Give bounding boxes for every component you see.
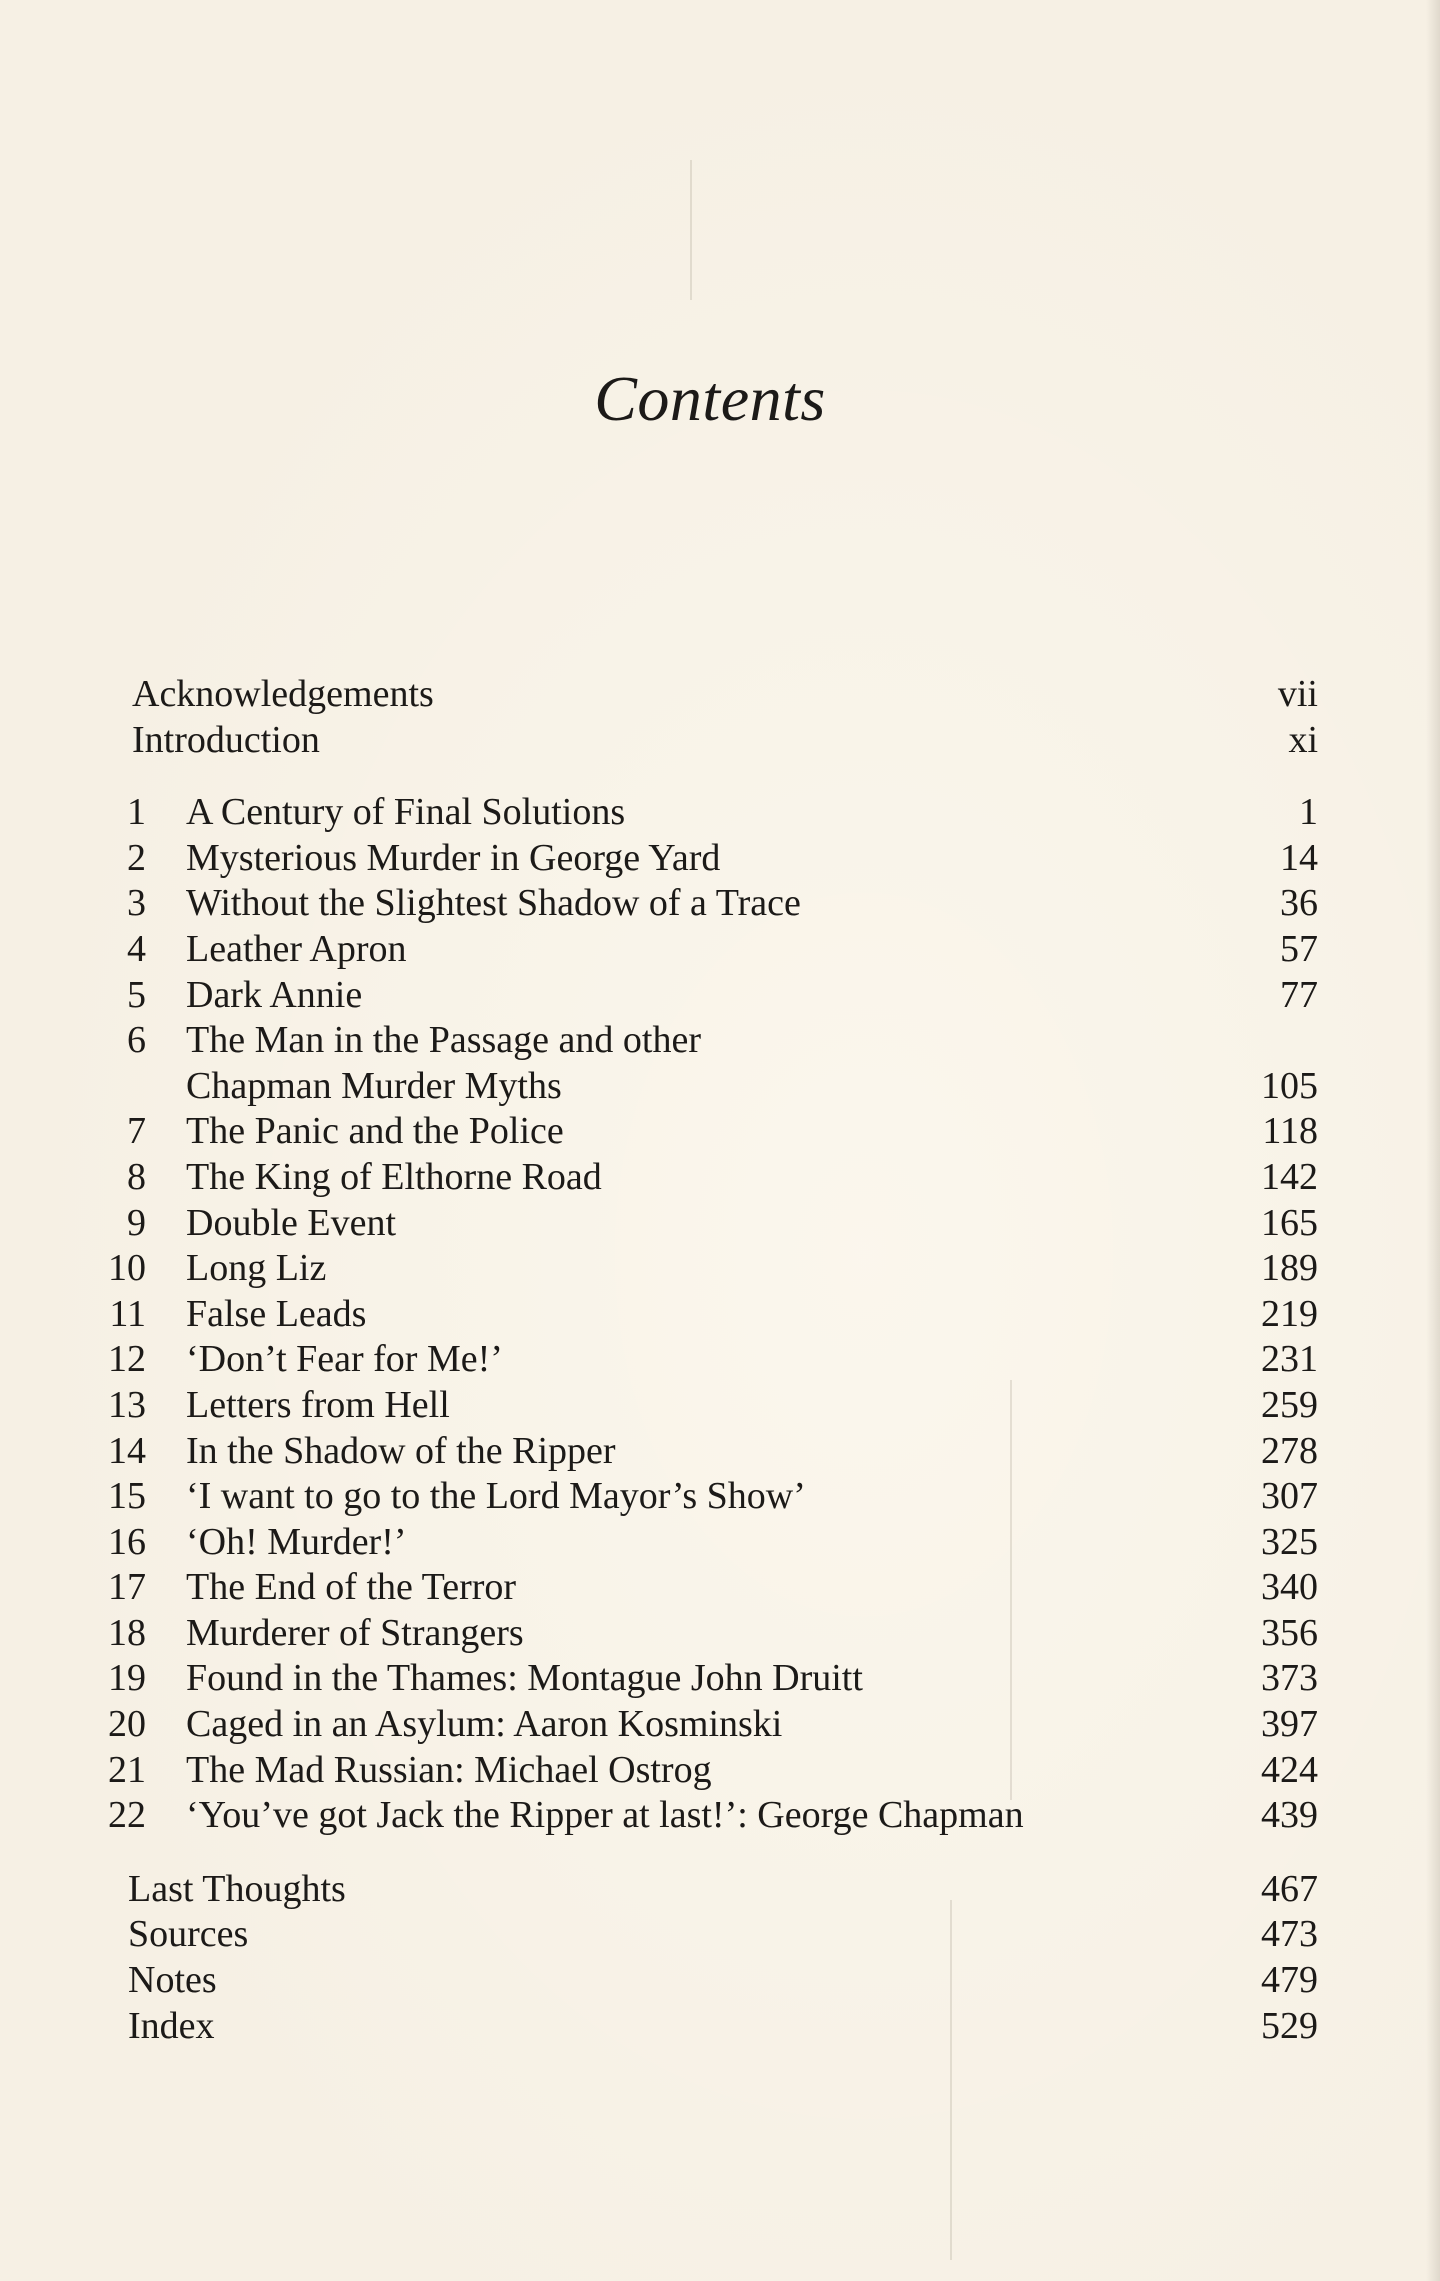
toc-chapter-entry [88,1292,1318,1338]
chapter-title-line: The End of the Terror [186,1566,517,1609]
toc-chapter-entry [88,836,1318,882]
toc-page-number: 105 [1261,1064,1318,1107]
toc-page-number: 14 [1280,836,1318,879]
toc-page-number: 439 [1261,1794,1318,1837]
chapter-title-line: The Mad Russian: Michael Ostrog [186,1748,712,1791]
chapter-number: 9 [127,1201,146,1244]
chapter-title-line: Long Liz [186,1247,327,1290]
toc-chapter-entry [88,881,1318,927]
toc-entry [88,1867,1318,1913]
toc-page-number: 219 [1261,1292,1318,1335]
toc-page-number: 373 [1261,1657,1318,1700]
chapter-title-line: The King of Elthorne Road [186,1155,602,1198]
toc-chapter-entry [88,1565,1318,1611]
chapter-title-line: The Panic and the Police [186,1110,564,1153]
toc-page-number: vii [1277,673,1318,715]
toc-page-number: 529 [1261,2004,1318,2047]
toc-page-number: 118 [1262,1110,1318,1153]
chapter-title-line: Letters from Hell [186,1383,450,1426]
chapter-number: 12 [108,1338,146,1381]
page-edge-shadow [1426,0,1440,2281]
chapter-title-line: Mysterious Murder in George Yard [186,836,721,879]
toc-page-number: 142 [1261,1155,1318,1198]
chapter-title-line: Dark Annie [186,973,363,1016]
table-of-contents [88,672,1318,2049]
toc-entry [88,1912,1318,1958]
toc-chapter-entry-continued [88,1064,1318,1110]
toc-page-number: 397 [1261,1703,1318,1746]
toc-chapter-entry [88,1748,1318,1794]
toc-page-number: 479 [1261,1959,1318,2002]
toc-chapter-entry [88,1474,1318,1520]
toc-page-number: 36 [1280,882,1318,925]
back-matter-list [88,1867,1318,2049]
toc-chapter-entry [88,1246,1318,1292]
toc-chapter-entry [88,973,1318,1019]
toc-entry-title: Acknowledgements [132,673,434,715]
toc-chapter-entry [88,1611,1318,1657]
toc-chapter-entry [88,1155,1318,1201]
chapter-title-line: ‘Don’t Fear for Me!’ [186,1338,503,1381]
toc-entry [88,2004,1318,2050]
chapter-number: 7 [127,1110,146,1153]
chapter-number: 3 [127,882,146,925]
toc-page-number: 77 [1280,973,1318,1016]
toc-chapter-entry [88,927,1318,973]
toc-chapter-entry [88,1656,1318,1702]
toc-page-number: 231 [1261,1338,1318,1381]
chapter-number: 17 [108,1566,146,1609]
chapter-list [88,790,1318,1839]
chapter-number: 15 [108,1475,146,1518]
chapter-title-line: ‘Oh! Murder!’ [186,1520,407,1563]
chapter-title-line: A Century of Final Solutions [186,791,626,834]
toc-entry-title: Notes [128,1959,217,2002]
paper-crease [690,160,692,300]
chapter-number: 11 [109,1292,146,1335]
chapter-number: 20 [108,1703,146,1746]
toc-chapter-entry [88,1793,1318,1839]
toc-entry [88,1958,1318,2004]
chapter-number: 21 [108,1748,146,1791]
chapter-number: 6 [127,1019,146,1062]
toc-page-number: 356 [1261,1611,1318,1654]
chapter-title-line: Leather Apron [186,927,407,970]
toc-page-number: 57 [1280,927,1318,970]
toc-chapter-entry [88,1337,1318,1383]
chapter-title-line: Murderer of Strangers [186,1611,524,1654]
toc-page-number: 467 [1261,1867,1318,1910]
chapter-number: 5 [127,973,146,1016]
toc-page-number: 325 [1261,1520,1318,1563]
toc-page-number: 165 [1261,1201,1318,1244]
chapter-title-line: Caged in an Asylum: Aaron Kosminski [186,1703,783,1746]
toc-page-number: 340 [1261,1566,1318,1609]
toc-entry-title: Index [128,2004,215,2047]
chapter-title-line: False Leads [186,1292,367,1335]
toc-page-number: xi [1288,718,1318,761]
chapter-title-line: Found in the Thames: Montague John Druitt [186,1657,863,1700]
toc-page-number: 189 [1261,1247,1318,1290]
chapter-number: 1 [127,791,146,834]
toc-chapter-entry [88,1201,1318,1247]
toc-entry-title: Introduction [132,718,320,761]
toc-page-number: 473 [1261,1913,1318,1956]
chapter-number: 14 [108,1429,146,1472]
chapter-title-line: In the Shadow of the Ripper [186,1429,616,1472]
toc-entry-title: Last Thoughts [128,1867,346,1910]
chapter-title-line: Double Event [186,1201,397,1244]
chapter-number: 19 [108,1657,146,1700]
page-title: Contents [594,363,826,434]
toc-chapter-entry [88,1429,1318,1475]
chapter-number: 16 [108,1520,146,1563]
toc-page-number: 424 [1261,1748,1318,1791]
chapter-title-line: The Man in the Passage and other [186,1019,701,1062]
toc-page-number: 259 [1261,1383,1318,1426]
front-matter-list [88,672,1318,763]
toc-chapter-entry [88,1018,1318,1064]
chapter-number: 8 [127,1155,146,1198]
chapter-number: 2 [127,836,146,879]
chapter-title-line: ‘I want to go to the Lord Mayor’s Show’ [186,1475,806,1518]
toc-chapter-entry [88,1520,1318,1566]
toc-chapter-entry [88,1383,1318,1429]
toc-page-number: 1 [1299,791,1318,834]
chapter-number: 4 [127,927,146,970]
chapter-number: 10 [108,1247,146,1290]
toc-entry [88,718,1318,764]
toc-entry-title: Sources [128,1913,249,1956]
toc-page-number: 307 [1261,1475,1318,1518]
chapter-title-line: ‘You’ve got Jack the Ripper at last!’: George Chapman [186,1794,1024,1837]
toc-chapter-entry [88,1109,1318,1155]
chapter-title-line: Without the Slightest Shadow of a Trace [186,882,801,925]
toc-page-number: 278 [1261,1429,1318,1472]
toc-entry [88,672,1318,718]
toc-chapter-entry [88,1702,1318,1748]
chapter-title-line: Chapman Murder Myths [186,1064,562,1107]
chapter-number: 13 [108,1383,146,1426]
toc-chapter-entry [88,790,1318,836]
chapter-number: 18 [108,1611,146,1654]
chapter-number: 22 [108,1794,146,1837]
